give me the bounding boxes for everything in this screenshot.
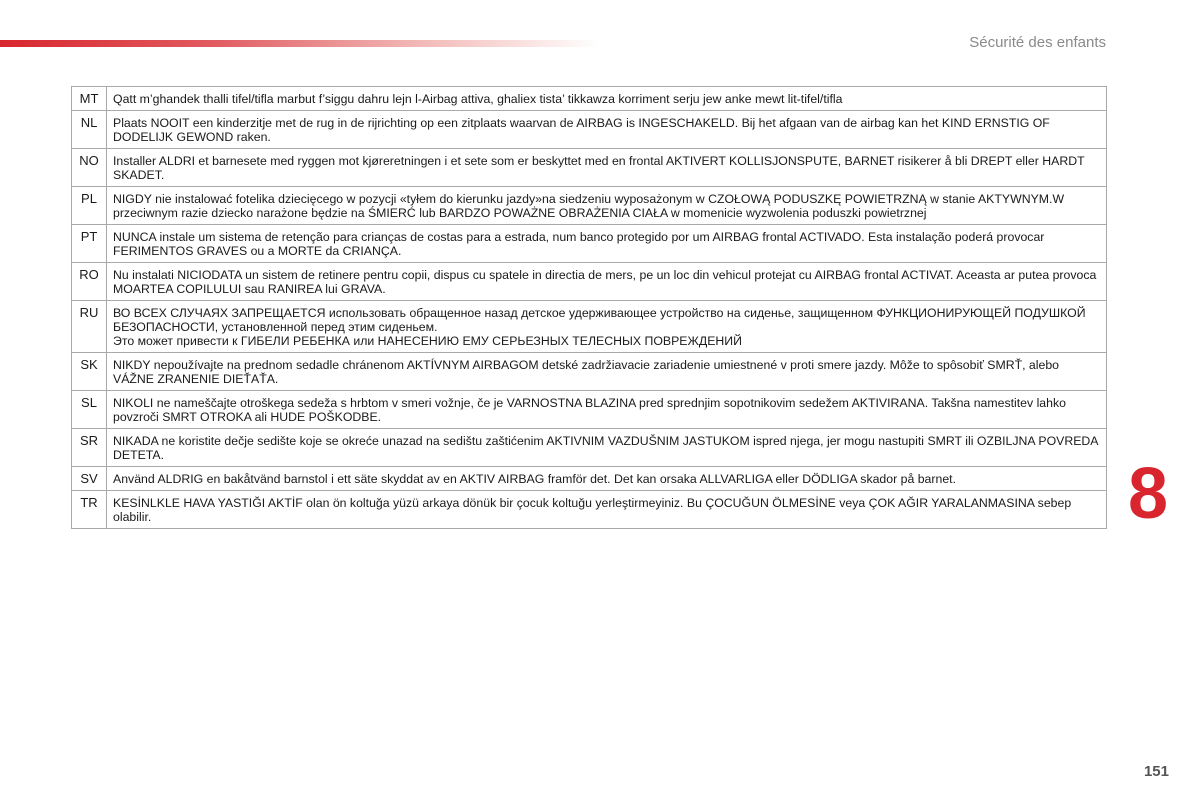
warning-text: KESİNLKLE HAVA YASTIĞI AKTİF olan ön koltuğa yüzü arkaya dönük bir çocuk koltuğu yerleştirmeyiniz. Bu ÇOCUĞUN ÖLMESİNE veya ÇOK AĞIR YARALANMASINA sebep olabilir.: [107, 491, 1107, 529]
table-row: [72, 353, 1107, 391]
table-row: [72, 467, 1107, 491]
table-row: [72, 149, 1107, 187]
table-row: [72, 87, 1107, 111]
language-code: SV: [72, 467, 107, 491]
table-row: [72, 301, 1107, 353]
warning-text-line: Это может привести к ГИБЕЛИ РЕБЕНКА или НАНЕСЕНИЮ ЕМУ СЕРЬЕЗНЫХ ТЕЛЕСНЫХ ПОВРЕЖДЕНИЙ: [113, 334, 742, 348]
warning-text: NIKOLI ne nameščajte otroškega sedeža s hrbtom v smeri vožnje, če je VARNOSTNA BLAZINA pred sprednjim sopotnikovim sedežem AKTIVIRANA. Takšna namestitev lahko povzroči SMRT OTROKA ali HUDE POŠKODBE.: [107, 391, 1107, 429]
airbag-warning-table: [71, 86, 1107, 529]
table-row: [72, 491, 1107, 529]
warning-text: Nu instalati NICIODATA un sistem de retinere pentru copii, dispus cu spatele in directia de mers, pe un loc din vehicul protejat cu AIRBAG frontal ACTIVAT. Aceasta ar putea provoca MOARTEA COPILULUI sau RANIREA lui GRAVA.: [107, 263, 1107, 301]
language-code: SK: [72, 353, 107, 391]
table-row: [72, 225, 1107, 263]
language-code: TR: [72, 491, 107, 529]
language-code: MT: [72, 87, 107, 111]
table-row: [72, 429, 1107, 467]
table-row: [72, 263, 1107, 301]
warning-table-body: [72, 87, 1107, 529]
language-code: SR: [72, 429, 107, 467]
warning-text: Qatt m’ghandek thalli tifel/tifla marbut f’siggu dahru lejn l-Airbag attiva, ghaliex tista’ tikkawza korriment serju jew anke mewt lit-tifel/tifla: [107, 87, 1107, 111]
section-title: Sécurité des enfants: [969, 34, 1106, 51]
language-code: RO: [72, 263, 107, 301]
warning-text: Använd ALDRIG en bakåtvänd barnstol i ett säte skyddat av en AKTIV AIRBAG framför det. Det kan orsaka ALLVARLIGA eller DÖDLIGA skador på barnet.: [107, 467, 1107, 491]
warning-text: Plaats NOOIT een kinderzitje met de rug in de rijrichting op een zitplaats waarvan de AIRBAG is INGESCHAKELD. Bij het afgaan van de airbag kan het KIND ERNSTIG OF DODELIJK GEWOND raken.: [107, 111, 1107, 149]
language-code: NL: [72, 111, 107, 149]
chapter-number: 8: [1128, 454, 1169, 534]
warning-text: [107, 301, 1107, 353]
table-row: [72, 111, 1107, 149]
language-code: RU: [72, 301, 107, 353]
language-code: NO: [72, 149, 107, 187]
warning-text: NUNCA instale um sistema de retenção para crianças de costas para a estrada, num banco protegido por um AIRBAG frontal ACTIVADO. Esta instalação poderá provocar FERIMENTOS GRAVES ou a MORTE da CRIANÇA.: [107, 225, 1107, 263]
table-row: [72, 391, 1107, 429]
warning-text: NIGDY nie instalować fotelika dziecięcego w pozycji «tyłem do kierunku jazdy»na siedzeniu wyposażonym w CZOŁOWĄ PODUSZKĘ POWIETRZNĄ w stanie AKTYWNYM.W przeciwnym razie dziecko narażone będzie na ŚMIERĆ lub BARDZO POWAŻNE OBRAŻENIA CIAŁA w momenicie wyzwolenia poduszki powietrznej: [107, 187, 1107, 225]
table-row: [72, 187, 1107, 225]
language-code: SL: [72, 391, 107, 429]
warning-text: NIKADA ne koristite dečje sedište koje se okreće unazad na sedištu zaštićenim AKTIVNIM VAZDUŠNIM JASTUKOM ispred njega, jer mogu nastupiti SMRT ili OZBILJNA POVREDA DETETA.: [107, 429, 1107, 467]
page-number: 151: [1143, 763, 1169, 780]
language-code: PT: [72, 225, 107, 263]
language-code: PL: [72, 187, 107, 225]
header-accent-bar: [0, 40, 600, 47]
warning-text-line: ВО ВСЕХ СЛУЧАЯХ ЗАПРЕЩАЕТСЯ использовать обращенное назад детское удерживающее устройство на сиденье, защищенном ФУНКЦИОНИРУЮЩЕЙ ПОДУШКОЙ БЕЗОПАСНОСТИ, установленной перед этим сиденьем.: [113, 306, 1086, 334]
warning-text: NIKDY nepoužívajte na prednom sedadle chránenom AKTÍVNYM AIRBAGOM detské zadržiavacie zariadenie umiestnené v proti smere jazdy. Môže to spôsobiť SMRŤ, alebo VÁŽNE ZRANENIE DIEŤAŤA.: [107, 353, 1107, 391]
warning-text: Installer ALDRI et barnesete med ryggen mot kjøreretningen i et sete som er beskyttet med en frontal AKTIVERT KOLLISJONSPUTE, BARNET risikerer å bli DREPT eller HARDT SKADET.: [107, 149, 1107, 187]
